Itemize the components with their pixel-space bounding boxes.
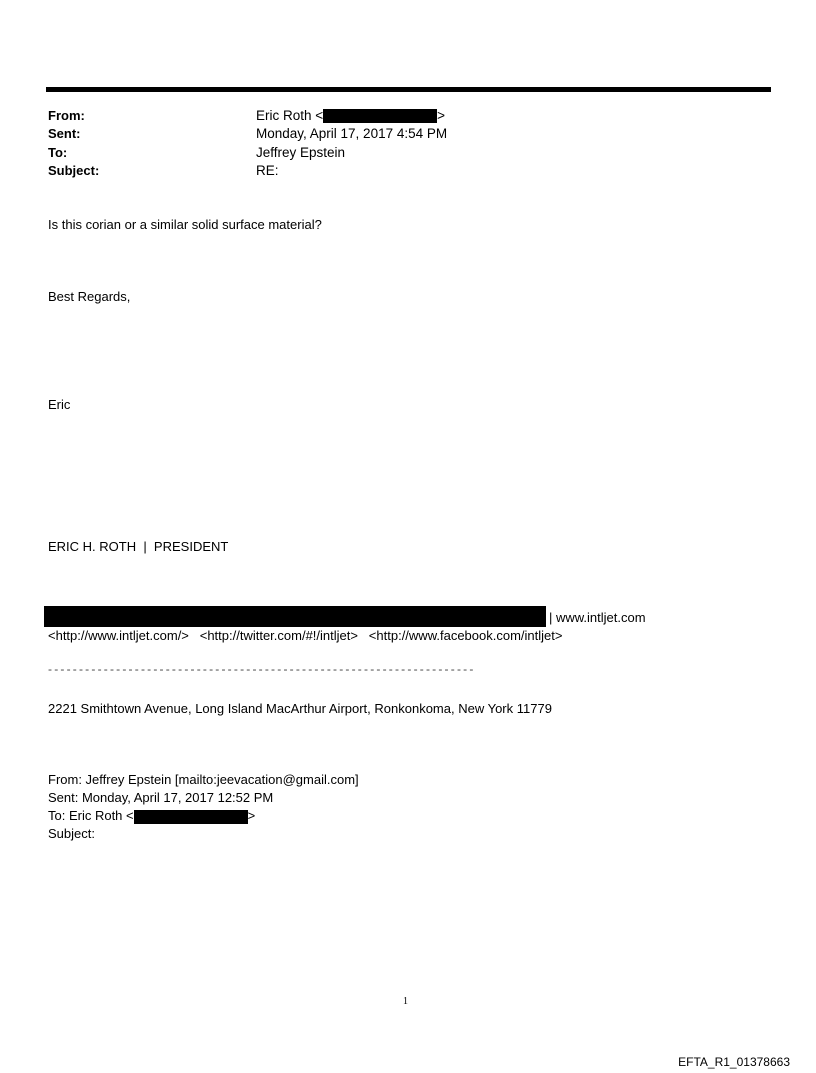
quoted-to: [48, 808, 255, 824]
bates-number: EFTA_R1_01378663: [678, 1055, 790, 1069]
quoted-to-prefix: To: Eric Roth <: [48, 808, 134, 823]
quoted-from: From: Jeffrey Epstein [mailto:jeevacation@gmail.com]: [48, 772, 359, 787]
quoted-subject: Subject:: [48, 826, 95, 841]
signature-title: ERIC H. ROTH | PRESIDENT: [48, 539, 229, 554]
body-closing: Best Regards,: [48, 289, 131, 304]
from-label: From:: [48, 108, 85, 123]
subject-value: RE:: [256, 163, 279, 178]
signature-address: 2221 Smithtown Avenue, Long Island MacArthur Airport, Ronkonkoma, New York 11779: [48, 701, 552, 716]
sent-value: Monday, April 17, 2017 4:54 PM: [256, 126, 448, 141]
quoted-to-suffix: >: [247, 808, 256, 823]
subject-label: Subject:: [48, 163, 100, 178]
from-value: [256, 107, 445, 125]
to-value: Jeffrey Epstein: [256, 145, 346, 160]
to-label: To:: [48, 145, 68, 160]
sent-label: Sent:: [48, 126, 81, 141]
redaction-bar: [44, 606, 546, 627]
from-value-suffix: >: [437, 108, 446, 123]
redaction-bar: [323, 109, 437, 123]
redaction-bar: [134, 810, 248, 824]
from-value-prefix: Eric Roth <: [256, 108, 324, 123]
signature-separator: ---------------------------------------------------------------------: [48, 662, 476, 676]
header-rule: [46, 87, 771, 92]
page-number: 1: [403, 996, 408, 1007]
signature-links: <http://www.intljet.com/> <http://twitter.com/#!/intljet> <http://www.facebook.com/intljet>: [48, 628, 563, 643]
body-name: Eric: [48, 397, 71, 412]
signature-website: | www.intljet.com: [549, 610, 646, 625]
body-question: Is this corian or a similar solid surface material?: [48, 217, 322, 232]
quoted-sent: Sent: Monday, April 17, 2017 12:52 PM: [48, 790, 274, 805]
